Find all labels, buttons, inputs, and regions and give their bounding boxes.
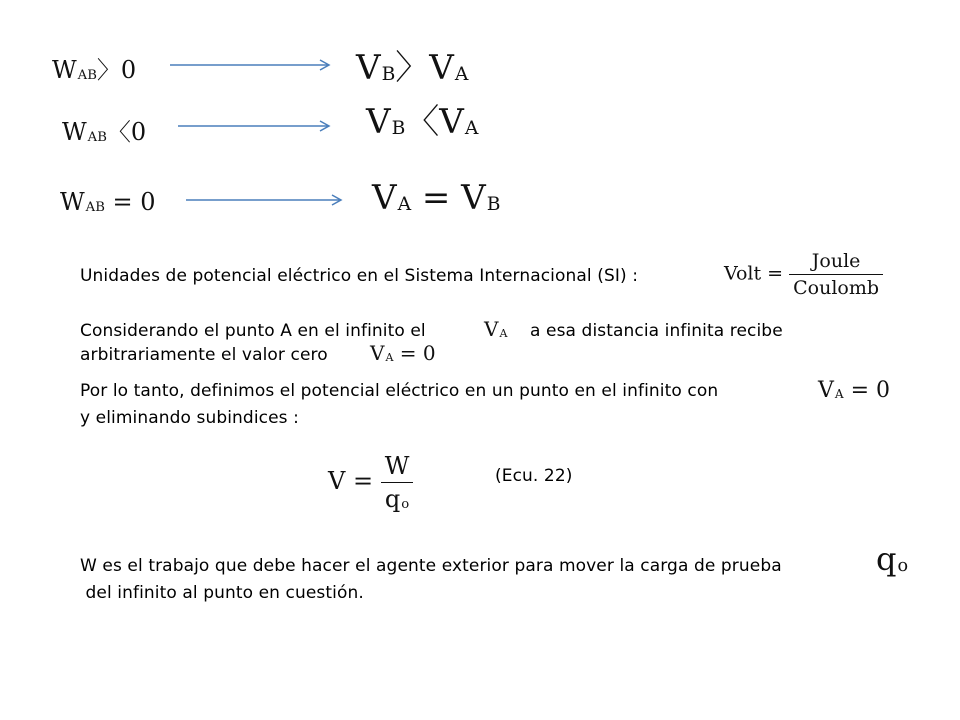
para2-line2: y eliminando subindices :: [80, 408, 299, 428]
q-subscript: o: [401, 496, 410, 512]
v-relation: 〈: [405, 102, 440, 142]
v-subscript: A: [454, 63, 469, 85]
v-subscript: A: [464, 117, 479, 139]
para1-line1-b: a esa distancia infinita recibe: [530, 321, 783, 341]
potential-equation: [328, 452, 413, 513]
w-symbol: W: [52, 56, 77, 84]
v-subscript: B: [381, 63, 396, 85]
footer-line1: W es el trabajo que debe hacer el agente exterior para mover la carga de prueba: [80, 556, 782, 576]
v-symbol: V: [461, 178, 486, 218]
v-less-expr: [366, 94, 478, 143]
arrow-row-2: [176, 118, 338, 134]
arrow-row-3: [184, 192, 350, 208]
v-symbol: V: [370, 341, 385, 365]
w-subscript: AB: [87, 129, 107, 145]
w-negative-expr: [62, 112, 146, 147]
v-symbol: V: [484, 317, 499, 341]
v-symbol: V: [356, 48, 381, 88]
coulomb-denominator: Coulomb: [789, 274, 883, 299]
para1-line1-a: Considerando el punto A en el infinito el: [80, 321, 426, 341]
v-relation: 〉: [395, 48, 430, 88]
w-relation: 〈0: [106, 118, 147, 146]
v-subscript: A: [834, 386, 844, 401]
q-denominator: [381, 482, 413, 513]
arrow-row-1: [168, 57, 338, 73]
v-symbol: V: [372, 178, 397, 218]
v-subscript: A: [397, 193, 412, 215]
v-symbol: V: [429, 48, 454, 88]
v-subscript: A: [499, 326, 508, 340]
volt-lhs: Volt =: [724, 262, 784, 285]
w-subscript: AB: [85, 199, 105, 215]
v-equal-expr: [372, 178, 500, 218]
w-relation: = 0: [104, 188, 156, 216]
w-positive-expr: [52, 50, 136, 85]
v-symbol: V: [818, 378, 834, 403]
v-subscript: B: [486, 193, 501, 215]
equals-zero: = 0: [843, 378, 891, 403]
equals-zero: = 0: [393, 341, 436, 365]
units-text: Unidades de potencial eléctrico en el Sistema Internacional (SI) :: [80, 266, 639, 286]
v-relation: =: [411, 178, 462, 218]
va-inline: [484, 317, 507, 341]
w-zero-expr: [60, 188, 156, 216]
volt-formula: [724, 250, 883, 299]
va-zero-inline-2: [818, 378, 890, 403]
w-symbol: W: [62, 118, 87, 146]
w-relation: 〉0: [96, 56, 137, 84]
q-test-charge: [876, 540, 908, 578]
va-zero-inline-1: [370, 341, 436, 365]
w-over-q-fraction: [381, 452, 414, 513]
w-numerator: W: [384, 452, 410, 480]
q-symbol: q: [876, 540, 897, 578]
footer-line2: del infinito al punto en cuestión.: [80, 583, 364, 603]
v-lhs: V =: [328, 467, 374, 495]
v-symbol: V: [366, 102, 391, 142]
q-symbol: q: [384, 485, 401, 513]
q-subscript: o: [897, 555, 909, 576]
v-symbol: V: [439, 102, 464, 142]
w-symbol: W: [60, 188, 85, 216]
v-subscript: B: [391, 117, 406, 139]
joule-numerator: Joule: [811, 250, 861, 272]
v-greater-expr: [356, 40, 468, 89]
para1-line2: arbitrariamente el valor cero: [80, 345, 328, 365]
v-subscript: A: [385, 350, 394, 364]
equation-label: (Ecu. 22): [495, 466, 573, 486]
w-subscript: AB: [77, 67, 97, 83]
joule-coulomb-fraction: [789, 250, 883, 299]
para2-line1: Por lo tanto, definimos el potencial eléctrico en un punto en el infinito con: [80, 381, 719, 401]
